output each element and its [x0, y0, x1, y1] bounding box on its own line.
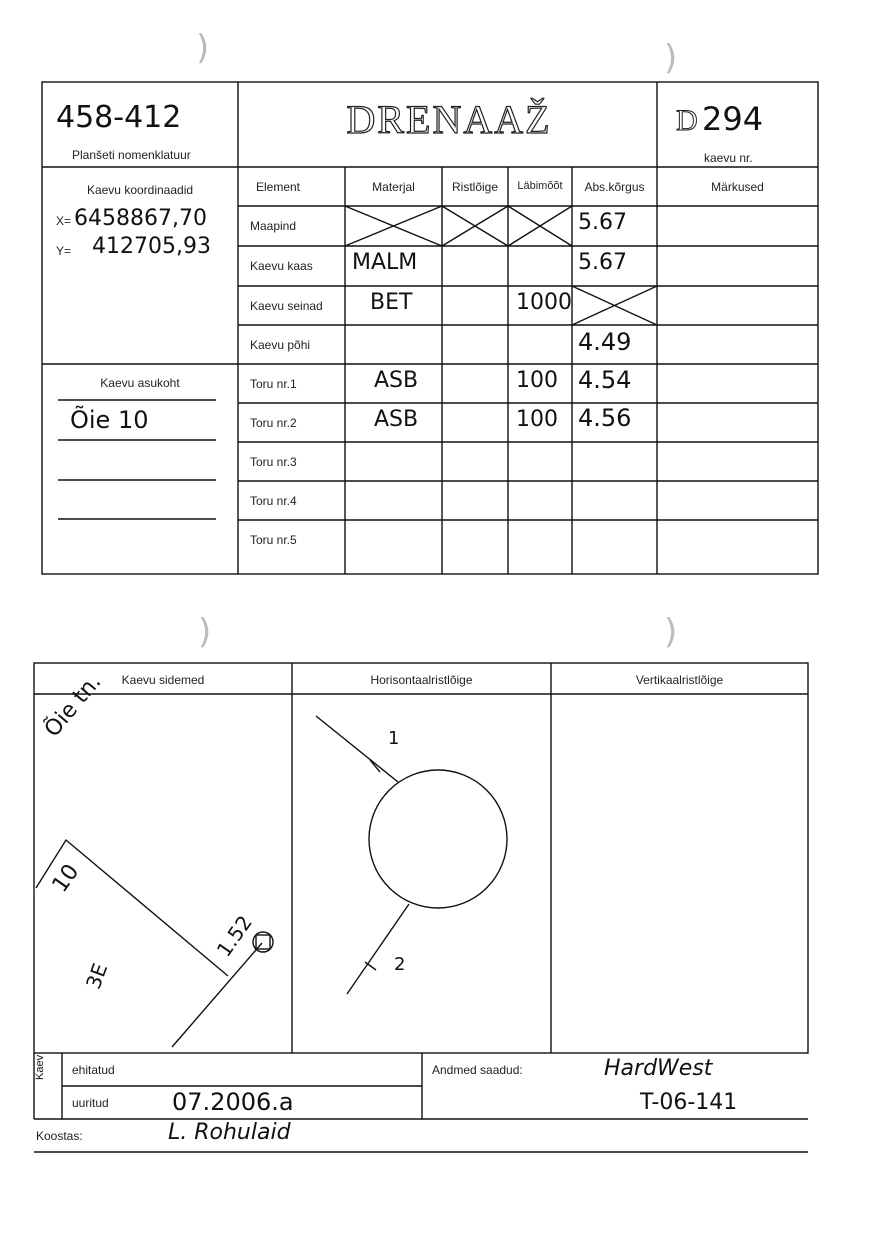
- well-side-label: Kaev: [34, 1054, 46, 1080]
- table-row-element: Toru nr.1: [250, 377, 297, 391]
- table-cell-diameter: 100: [516, 407, 558, 432]
- data-reference: T-06-141: [640, 1090, 738, 1115]
- well-label: kaevu nr.: [704, 151, 753, 165]
- table-cell-elevation: 4.54: [578, 366, 632, 394]
- header-vertical-section: Vertikaalristlõige: [635, 673, 724, 687]
- header-horizontal-section: Horisontaalristlõige: [370, 673, 473, 687]
- pipe-2-label: 2: [394, 954, 406, 975]
- page-title: DRENAAŽ: [346, 97, 552, 142]
- punch-hole-mark: ): [664, 612, 678, 652]
- table-cell-diameter: 100: [516, 368, 558, 393]
- sheet-number: 458-412: [56, 100, 182, 135]
- table-cell-elevation: 4.49: [578, 328, 632, 356]
- sheet-label: Planšeti nomenklatuur: [72, 148, 191, 162]
- table-cell-elevation: 4.56: [578, 404, 632, 432]
- punch-hole-mark: ): [196, 28, 210, 68]
- pipe-1-label: 1: [388, 728, 400, 749]
- table-row-element: Kaevu kaas: [250, 259, 313, 273]
- header-element: Element: [255, 180, 301, 194]
- table-row-element: Toru nr.2: [250, 416, 297, 430]
- header-notes: Märkused: [711, 180, 764, 194]
- table-row-element: Toru nr.5: [250, 533, 297, 547]
- table-row-element: Toru nr.4: [250, 494, 297, 508]
- table-cell-elevation: 5.67: [578, 210, 627, 235]
- built-label: ehitatud: [72, 1063, 115, 1077]
- table-row-element: Kaevu seinad: [250, 299, 323, 313]
- table-cell-elevation: 5.67: [578, 250, 627, 275]
- compiled-label: Koostas:: [36, 1129, 83, 1143]
- header-well-connections: Kaevu sidemed: [121, 673, 205, 687]
- table-cell-material: ASB: [374, 368, 419, 393]
- well-prefix: D: [676, 104, 698, 137]
- y-prefix: Y=: [56, 244, 72, 258]
- table-cell-material: BET: [370, 290, 413, 315]
- compiled-by: L. Rohulaid: [168, 1120, 291, 1145]
- house-number-annotation: 10: [47, 859, 85, 898]
- data-source-value: HardWest: [604, 1056, 713, 1081]
- punch-hole-mark: ): [664, 38, 678, 78]
- header-cross-section: Ristlõige: [451, 180, 499, 194]
- well-number: 294: [702, 100, 764, 138]
- location-value: Õie 10: [70, 406, 149, 434]
- header-material: Materjal: [372, 180, 415, 194]
- header-diameter: Läbimõõt: [517, 180, 563, 192]
- punch-hole-mark: ): [198, 612, 212, 652]
- surveyed-date: 07.2006.a: [172, 1088, 294, 1116]
- x-coordinate: 6458867,70: [74, 206, 207, 231]
- table-row-element: Maapind: [250, 219, 297, 233]
- table-row-element: Toru nr.3: [250, 455, 297, 469]
- coordinates-label: Kaevu koordinaadid: [86, 183, 194, 197]
- x-prefix: X=: [56, 214, 72, 228]
- table-cell-material: MALM: [352, 250, 418, 275]
- data-source-label: Andmed saadud:: [432, 1063, 523, 1077]
- distance-annotation: 1.52: [211, 910, 257, 962]
- street-name-annotation: Õie tn.: [40, 669, 107, 743]
- side-annotation: 3E: [81, 959, 113, 993]
- surveyed-label: uuritud: [72, 1096, 109, 1110]
- table-cell-diameter: 1000: [516, 290, 572, 315]
- table-cell-material: ASB: [374, 407, 419, 432]
- location-label: Kaevu asukoht: [100, 376, 180, 390]
- header-elevation: Abs.kõrgus: [584, 180, 645, 194]
- y-coordinate: 412705,93: [92, 234, 211, 259]
- table-row-element: Kaevu põhi: [250, 338, 311, 352]
